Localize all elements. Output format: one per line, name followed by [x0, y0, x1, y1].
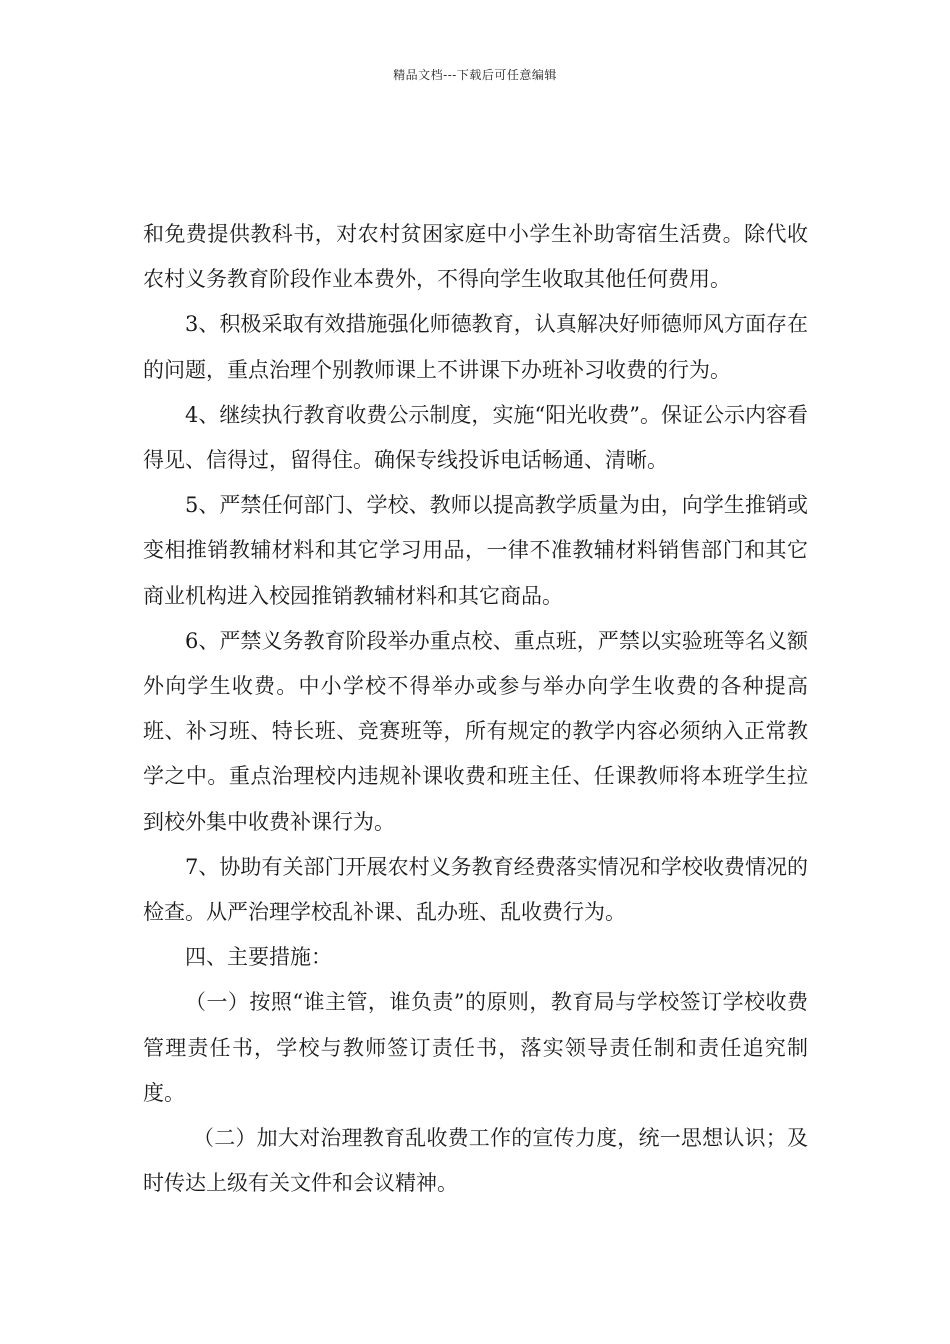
- paragraph: 3、积极采取有效措施强化师德教育，认真解决好师德师风方面存在的问题，重点治理个别教师课上不讲课下办班补习收费的行为。: [143, 312, 808, 382]
- document-body: [143, 212, 808, 1206]
- paragraph: 5、严禁任何部门、学校、教师以提高教学质量为由，向学生推销或变相推销教辅材料和其它学习用品，一律不准教辅材料销售部门和其它商业机构进入校园推销教辅材料和其它商品。: [143, 493, 808, 608]
- paragraph: 4、继续执行教育收费公示制度，实施“阳光收费”。保证公示内容看得见、信得过，留得住。确保专线投诉电话畅通、清晰。: [143, 402, 808, 473]
- paragraph: （一）按照“谁主管，谁负责”的原则，教育局与学校签订学校收费管理责任书，学校与教师签订责任书，落实领导责任制和责任追究制度。: [143, 990, 808, 1105]
- page-header: 精品文档---下载后可任意编辑: [393, 68, 557, 82]
- paragraph: 6、严禁义务教育阶段举办重点校、重点班，严禁以实验班等名义额外向学生收费。中小学校不得举办或参与举办向学生收费的各种提高班、补习班、特长班、竞赛班等，所有规定的教学内容必须纳入正常教学之中。重点治理校内违规补课收费和班主任、任课教师将本班学生拉到校外集中收费补课行为。: [143, 628, 808, 834]
- paragraph: （二）加大对治理教育乱收费工作的宣传力度，统一思想认识；及时传达上级有关文件和会议精神。: [143, 1126, 808, 1196]
- section-heading: 四、主要措施：: [185, 945, 332, 970]
- paragraph: 和免费提供教科书，对农村贫困家庭中小学生补助寄宿生活费。除代收农村义务教育阶段作业本费外，不得向学生收取其他任何费用。: [143, 222, 808, 292]
- paragraph: 7、协助有关部门开展农村义务教育经费落实情况和学校收费情况的检查。从严治理学校乱补课、乱办班、乱收费行为。: [143, 854, 808, 925]
